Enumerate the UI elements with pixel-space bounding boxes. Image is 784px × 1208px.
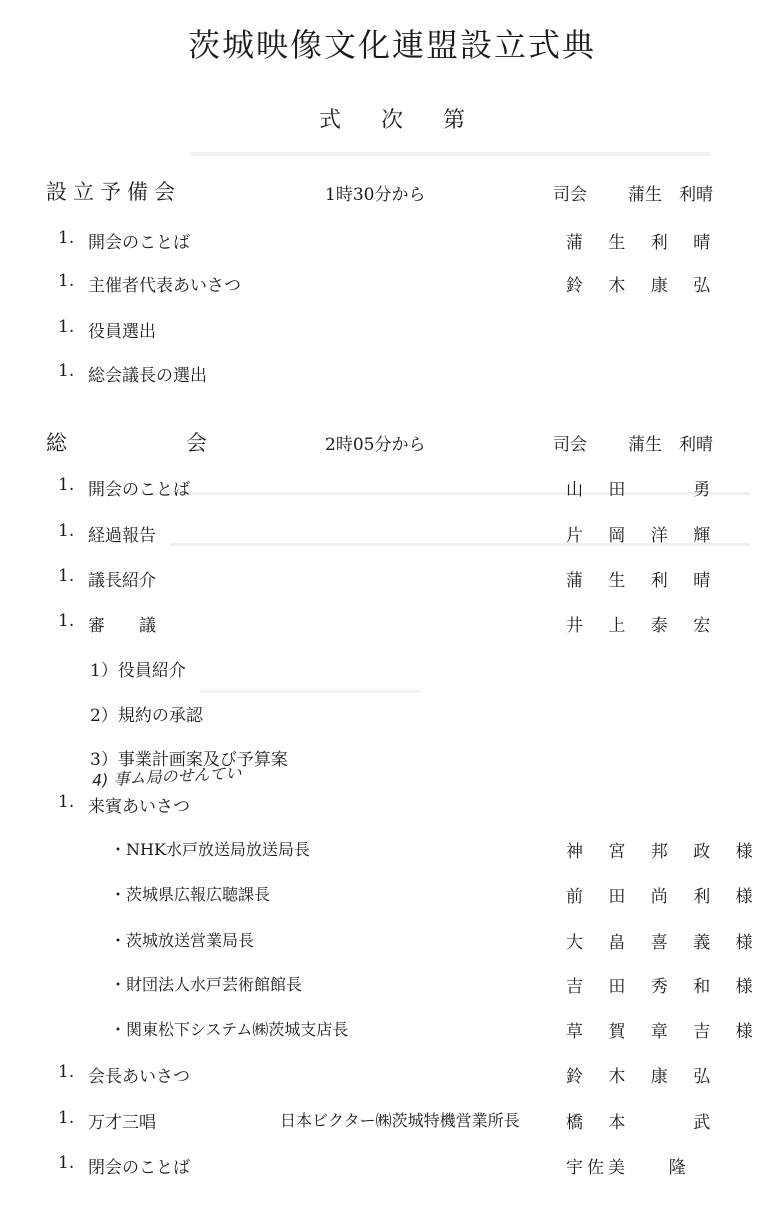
scan-noise xyxy=(190,152,710,156)
document-subtitle: 式次第 xyxy=(318,108,505,133)
item-number: 1. xyxy=(58,792,75,812)
item-person: 蒲 生 利 晴 xyxy=(566,233,721,253)
guest-label: ・茨城放送営業局長 xyxy=(110,931,255,950)
item-label: 役員選出 xyxy=(88,322,156,342)
item-number: 1. xyxy=(58,317,75,337)
item-person: 蒲 生 利 晴 xyxy=(566,571,721,591)
item-label: 総会議長の選出 xyxy=(88,366,207,386)
section-heading-general-right: 会 xyxy=(186,431,207,455)
section-heading-general-left: 総 xyxy=(46,431,67,455)
section-time-preparatory: 1時30分から xyxy=(325,185,426,205)
item-person: 鈴 木 康 弘 xyxy=(566,1067,721,1087)
item-person: 宇佐美 隆 xyxy=(566,1158,690,1178)
item-number: 1. xyxy=(58,611,75,631)
item-number: 1. xyxy=(58,475,75,495)
item-label: 審 議 xyxy=(88,616,156,636)
item-label: 開会のことば xyxy=(88,233,190,253)
item-number: 1. xyxy=(58,271,75,291)
guest-label: ・NHK水戸放送局放送局長 xyxy=(110,840,310,859)
item-number: 1. xyxy=(58,361,75,381)
item-number: 1. xyxy=(58,521,75,541)
item-person: 橋 本 武 xyxy=(566,1113,721,1133)
item-person: 山 田 勇 xyxy=(566,480,721,500)
sub-item: 2）規約の承認 xyxy=(90,706,203,726)
item-label: 会長あいさつ xyxy=(88,1067,190,1087)
guest-label: ・財団法人水戸芸術館館長 xyxy=(110,975,303,994)
guest-name: 大 畠 喜 義 様 xyxy=(566,933,763,953)
document-title: 茨城映像文化連盟設立式典 xyxy=(187,26,596,64)
mc-name-preparatory: 蒲生 利晴 xyxy=(628,185,713,205)
mc-label-general: 司会 xyxy=(553,435,587,455)
item-label: 閉会のことば xyxy=(88,1158,190,1178)
guest-name: 前 田 尚 利 様 xyxy=(566,887,763,907)
handwritten-note: 4) 事ム局のせんてい xyxy=(91,763,242,790)
item-number: 1. xyxy=(58,1108,75,1128)
item-number: 1. xyxy=(58,1153,75,1173)
item-label: 議長紹介 xyxy=(88,571,156,591)
section-heading-preparatory: 設立予備会 xyxy=(46,180,181,204)
section-time-general: 2時05分から xyxy=(325,435,426,455)
item-label: 主催者代表あいさつ xyxy=(88,276,241,296)
sub-item: 1）役員紹介 xyxy=(90,661,186,681)
guest-name: 草 賀 章 吉 様 xyxy=(566,1022,763,1042)
mc-label-preparatory: 司会 xyxy=(553,185,587,205)
item-number: 1. xyxy=(58,1062,75,1082)
guest-name: 神 宮 邦 政 様 xyxy=(566,842,763,862)
item-number: 1. xyxy=(58,228,75,248)
sub-item: 3）事業計画案及び予算案 xyxy=(90,750,288,770)
mc-name-general: 蒲生 利晴 xyxy=(628,435,713,455)
item-person: 井 上 泰 宏 xyxy=(566,616,721,636)
guest-label: ・茨城県広報広聴課長 xyxy=(110,885,271,904)
item-person: 鈴 木 康 弘 xyxy=(566,276,721,296)
item-label: 経過報告 xyxy=(88,526,156,546)
item-label: 来賓あいさつ xyxy=(88,797,190,817)
scan-noise xyxy=(200,690,420,693)
guest-name: 吉 田 秀 和 様 xyxy=(566,977,763,997)
item-number: 1. xyxy=(58,566,75,586)
item-organization: 日本ビクター㈱茨城特機営業所長 xyxy=(280,1111,520,1130)
item-person: 片 岡 洋 輝 xyxy=(566,526,721,546)
item-label: 開会のことば xyxy=(88,480,190,500)
guest-label: ・関東松下システム㈱茨城支店長 xyxy=(110,1020,349,1039)
item-label: 万才三唱 xyxy=(88,1113,156,1133)
